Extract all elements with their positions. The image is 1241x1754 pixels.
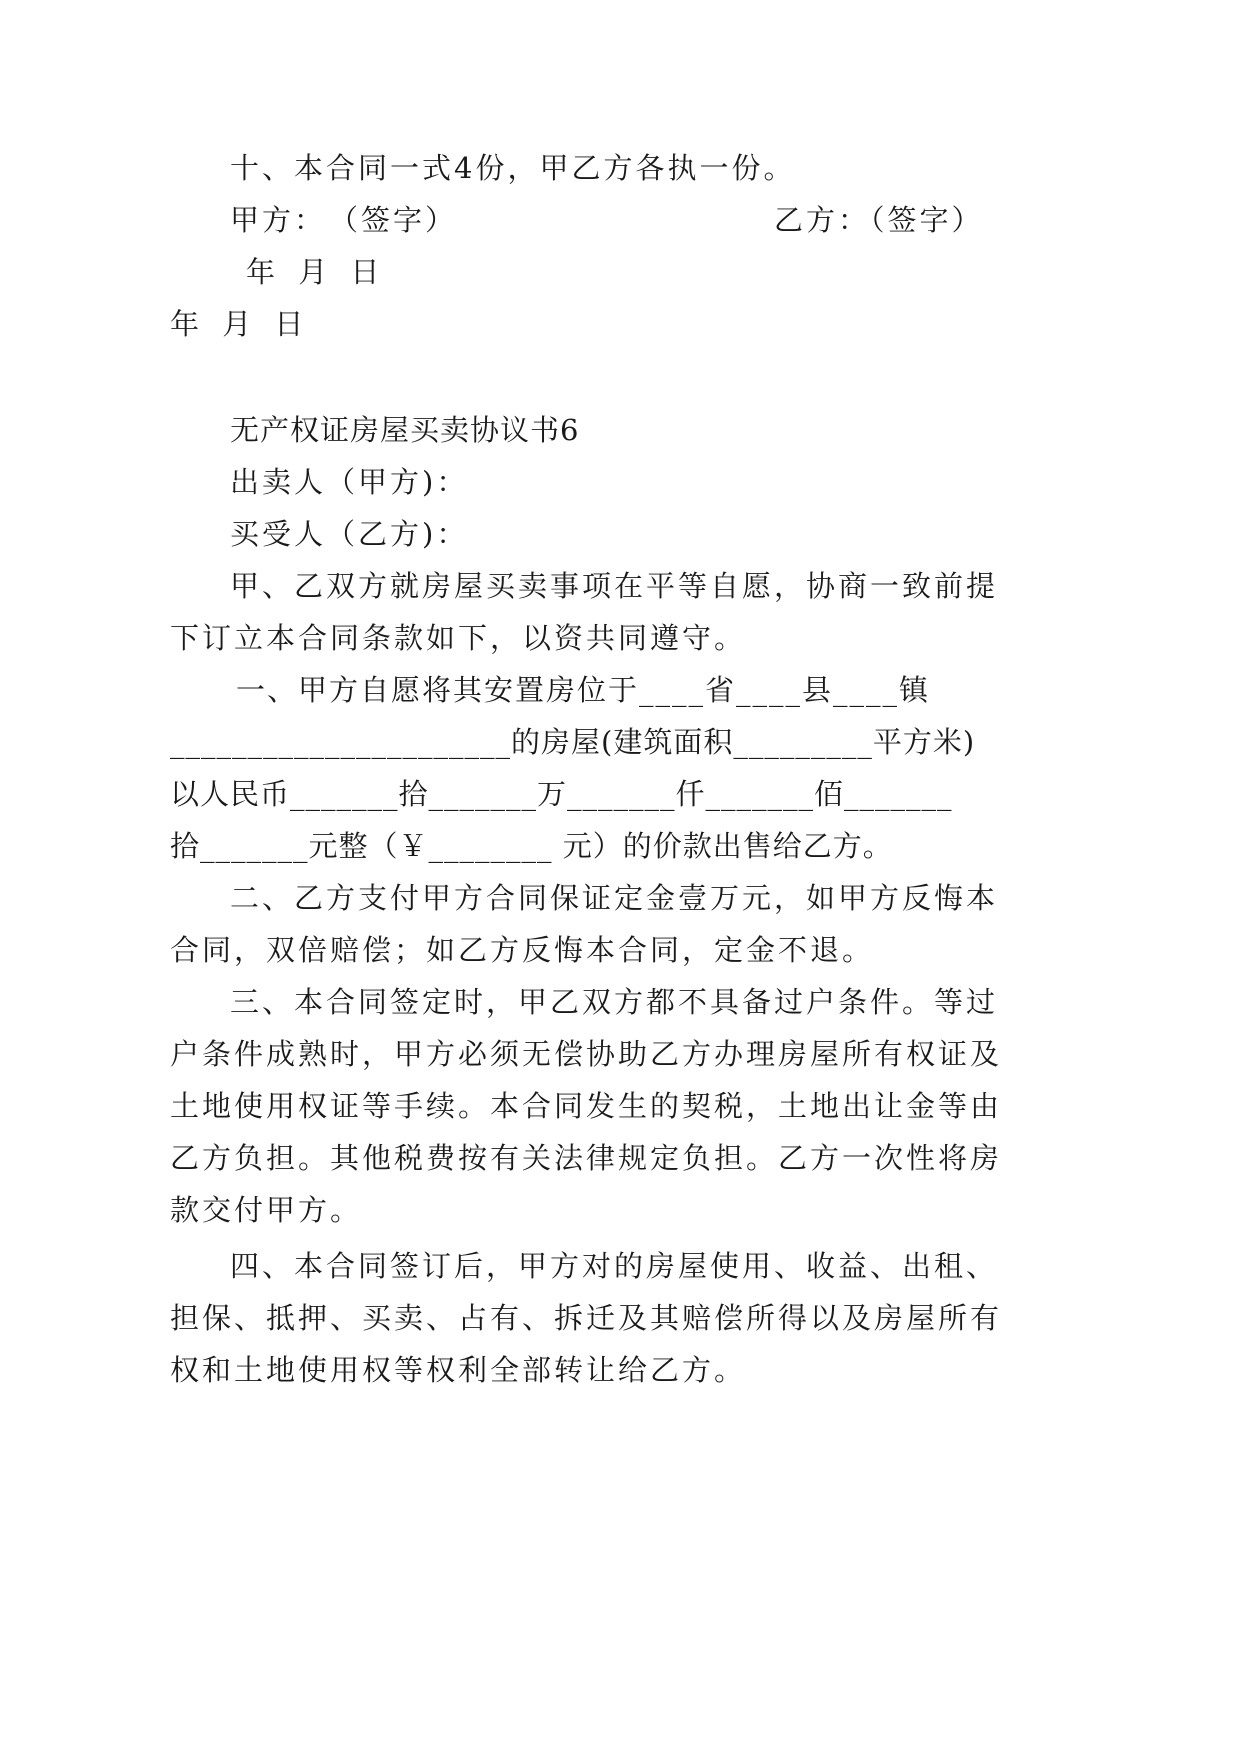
clause-one-line-1: 一、甲方自愿将其安置房位于____省____县____镇 — [236, 673, 931, 707]
clause-two-line-1: 二、乙方支付甲方合同保证定金壹万元，如甲方反悔本 — [230, 881, 999, 915]
clause-ten: 十、本合同一式4份，甲乙方各执一份。 — [230, 151, 796, 185]
intro-line-2: 下订立本合同条款如下，以资共同遵守。 — [170, 621, 747, 655]
clause-three-line-5: 款交付甲方。 — [170, 1193, 363, 1227]
clause-two-line-2: 合同，双倍赔偿；如乙方反悔本合同，定金不退。 — [170, 933, 875, 967]
clause-one-line-2: ______________________的房屋(建筑面积_________平方米) — [170, 725, 976, 759]
clause-three-line-3: 土地使用权证等手续。本合同发生的契税，土地出让金等由 — [170, 1089, 1003, 1123]
party-a-signature: 甲方： （签字） — [230, 203, 458, 237]
clause-three-line-1: 三、本合同签定时，甲乙双方都不具备过户条件。等过 — [230, 985, 999, 1019]
clause-three-line-2: 户条件成熟时，甲方必须无偿协助乙方办理房屋所有权证及 — [170, 1037, 1003, 1071]
clause-three-line-4: 乙方负担。其他税费按有关法律规定负担。乙方一次性将房 — [170, 1141, 1003, 1175]
clause-four-line-2: 担保、抵押、买卖、占有、拆迁及其赔偿所得以及房屋所有 — [170, 1301, 1003, 1335]
clause-four-line-1: 四、本合同签订后，甲方对的房屋使用、收益、出租、 — [230, 1249, 999, 1283]
intro-line-1: 甲、乙双方就房屋买卖事项在平等自愿，协商一致前提 — [230, 569, 999, 603]
clause-one-line-4: 拾_______元整（￥________ 元）的价款出售给乙方。 — [170, 829, 893, 863]
clause-one-line-3: 以人民币_______拾_______万_______仟_______佰_______ — [170, 777, 953, 811]
seller-line: 出卖人（甲方)： — [230, 465, 469, 499]
party-a-date: 年 月 日 — [246, 255, 387, 289]
document-title: 无产权证房屋买卖协议书6 — [230, 413, 580, 447]
party-b-signature: 乙方：（签字） — [774, 203, 984, 237]
party-b-date: 年 月 日 — [170, 307, 311, 341]
clause-four-line-3: 权和土地使用权等权利全部转让给乙方。 — [170, 1353, 747, 1387]
buyer-line: 买受人（乙方)： — [230, 517, 469, 551]
